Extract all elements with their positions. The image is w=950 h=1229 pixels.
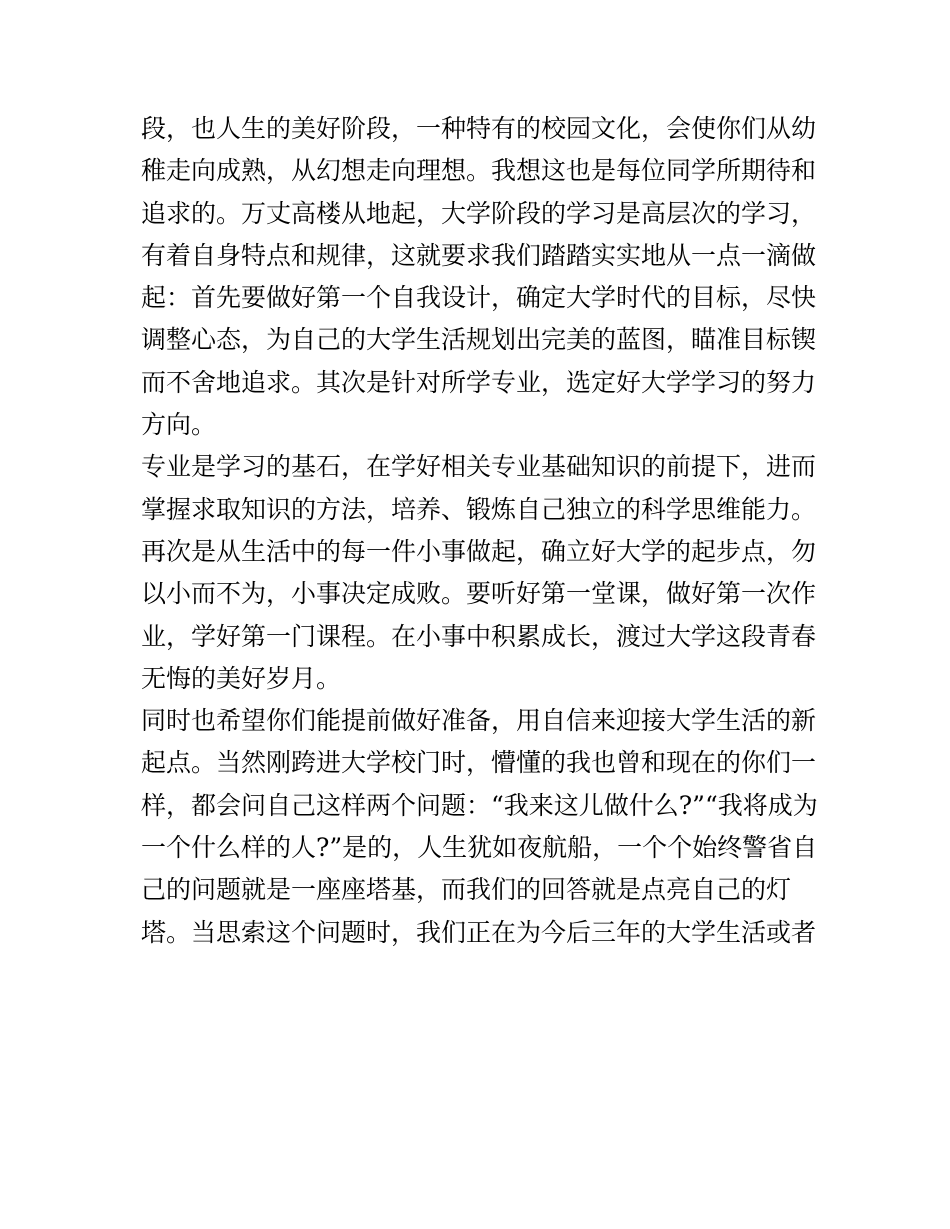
text-line: 己的问题就是一座座塔基，而我们的回答就是点亮自己的灯 — [141, 875, 792, 905]
text-line: 掌握求取知识的方法，培养、锻炼自己独立的科学思维能力。 — [141, 494, 817, 524]
text-line: 样，都会问自己这样两个问题：“我来这儿做什么?”“我将成为 — [141, 790, 818, 820]
text-line: 有着自身特点和规律，这就要求我们踏踏实实地从一点一滴做 — [141, 240, 817, 270]
text-line: 起点。当然刚跨进大学校门时，懵懂的我也曾和现在的你们一 — [141, 748, 817, 778]
text-line: 段，也人生的美好阶段，一种特有的校园文化，会使你们从幼 — [141, 114, 817, 143]
text-line: 方向。 — [141, 410, 217, 440]
text-line: 塔。当思索这个问题时，我们正在为今后三年的大学生活或者 — [141, 917, 817, 947]
text-line: 业，学好第一门课程。在小事中积累成长，渡过大学这段青春 — [141, 621, 817, 651]
text-line: 调整心态，为自己的大学生活规划出完美的蓝图，瞄准目标锲 — [141, 325, 817, 355]
paragraph-1 — [141, 108, 817, 446]
text-line: 起：首先要做好第一个自我设计，确定大学时代的目标，尽快 — [141, 283, 817, 313]
document-body — [141, 108, 818, 954]
text-line: 稚走向成熟，从幻想走向理想。我想这也是每位同学所期待和 — [141, 156, 817, 186]
text-line: 一个什么样的人?”是的，人生犹如夜航船，一个个始终警省自 — [141, 833, 818, 863]
text-line: 追求的。万丈高楼从地起，大学阶段的学习是高层次的学习， — [141, 198, 817, 228]
text-line: 再次是从生活中的每一件小事做起，确立好大学的起步点，勿 — [141, 536, 817, 566]
text-line: 以小而不为，小事决定成败。要听好第一堂课，做好第一次作 — [141, 579, 817, 609]
paragraph-3 — [141, 700, 818, 954]
text-line: 无悔的美好岁月。 — [141, 663, 342, 693]
text-line: 专业是学习的基石，在学好相关专业基础知识的前提下，进而 — [141, 452, 817, 482]
text-line: 同时也希望你们能提前做好准备，用自信来迎接大学生活的新 — [141, 706, 817, 736]
paragraph-2 — [141, 446, 817, 700]
text-line: 而不舍地追求。其次是针对所学专业，选定好大学学习的努力 — [141, 367, 817, 397]
